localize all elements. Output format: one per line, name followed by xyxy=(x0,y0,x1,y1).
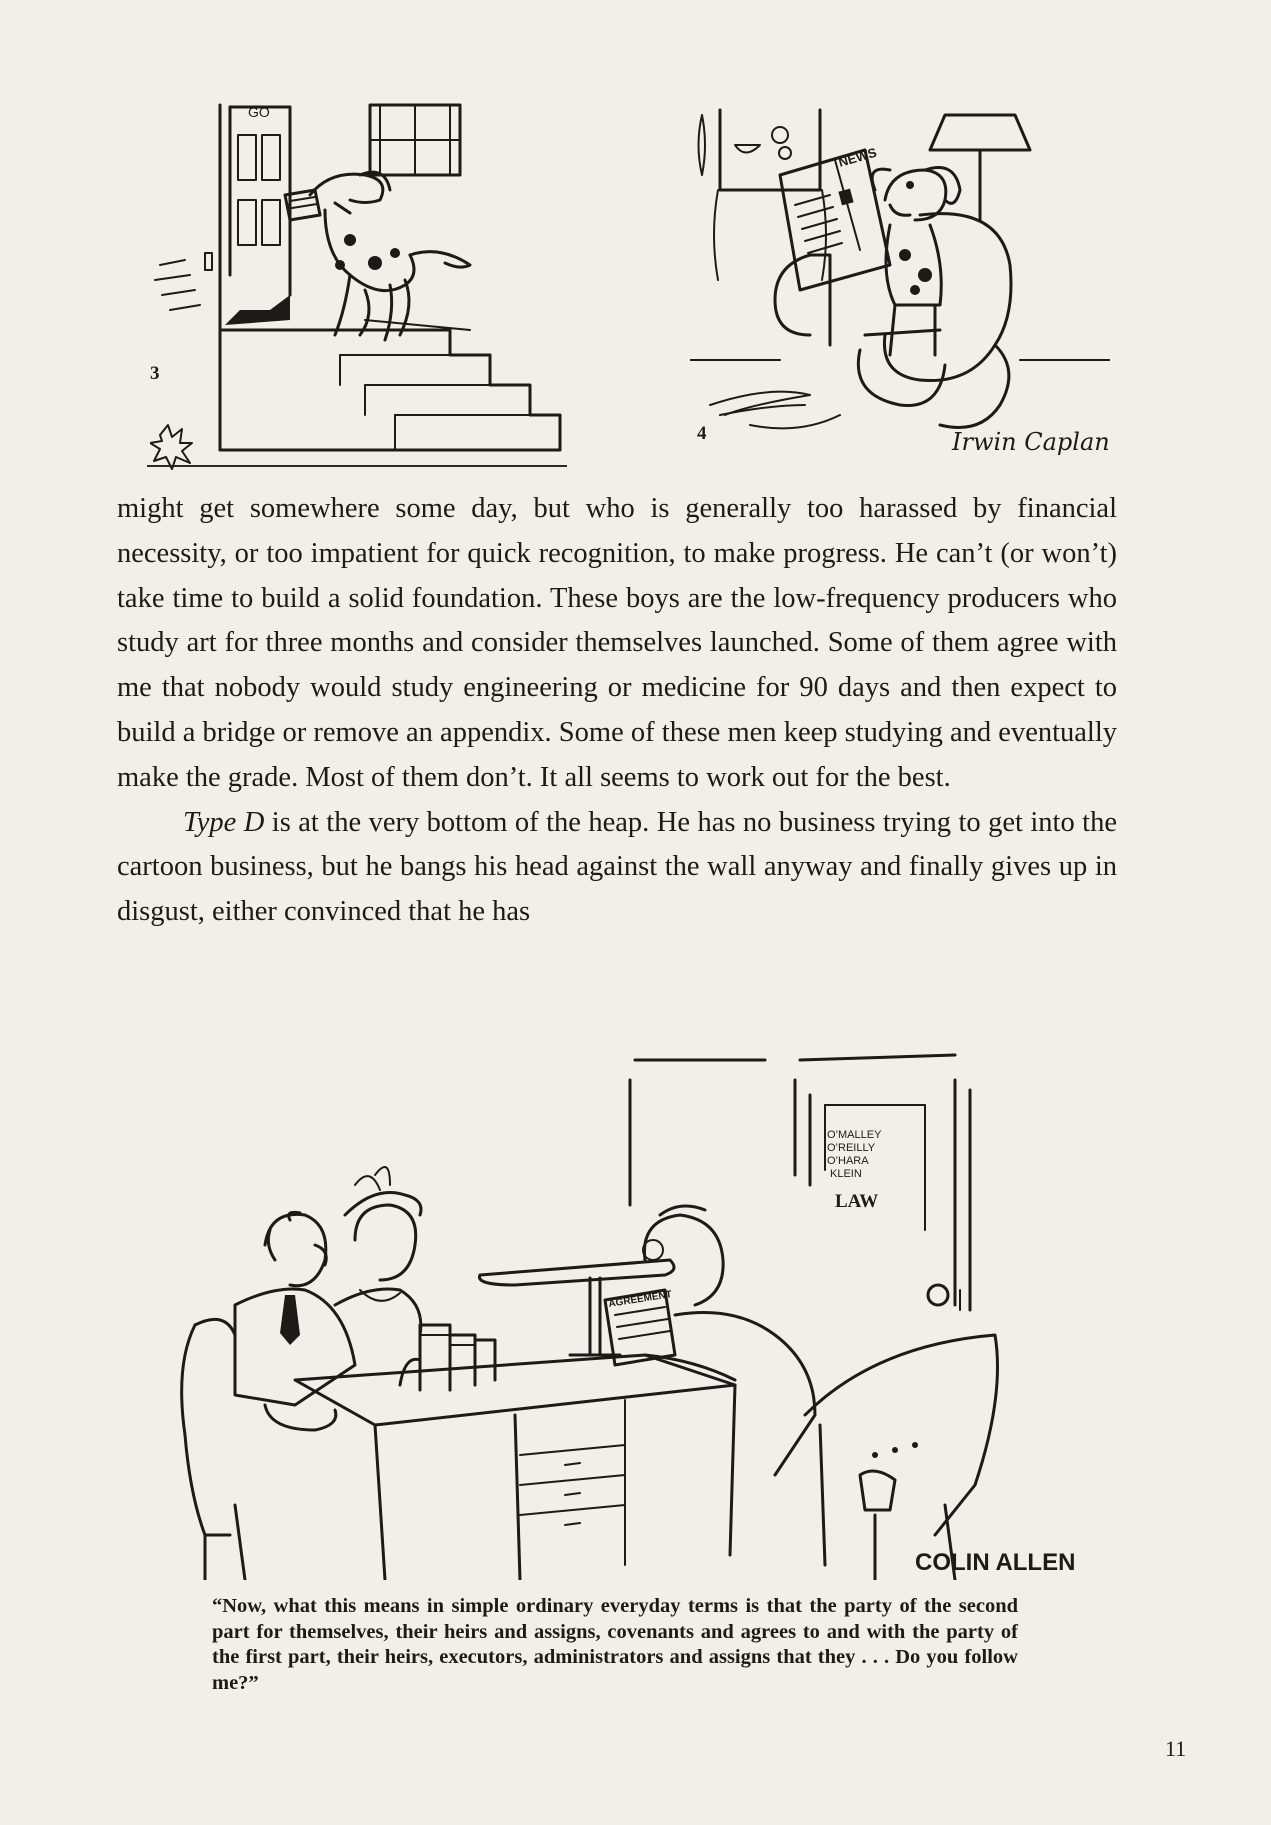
panel-number-3: 3 xyxy=(150,363,160,384)
dog-reading-news-illustration xyxy=(690,105,1110,460)
body-text xyxy=(117,487,1117,935)
panel-number-4: 4 xyxy=(697,423,707,444)
panel-4-signature: Irwin Caplan xyxy=(952,428,1110,456)
paragraph-2-text: is at the very bottom of the heap. He has no business trying to get into the cartoon business, but he bangs his head against the wall anyway and finally gives up in disgust, either convinced that he has xyxy=(117,806,1117,928)
dog-on-steps-illustration xyxy=(150,95,570,470)
door-name-1: O’MALLEY xyxy=(827,1129,882,1141)
cartoon-panel-3 xyxy=(150,95,570,470)
cartoon-panel-4 xyxy=(690,105,1110,460)
paragraph-2 xyxy=(117,801,1117,935)
paragraph-2-lead: Type D xyxy=(183,806,265,838)
agreement-label: AGREEMENT xyxy=(607,1289,673,1310)
panel-3-underline xyxy=(147,465,567,467)
page-number: 11 xyxy=(1165,1736,1187,1761)
cartoon-caption: “Now, what this means in simple ordinary everyday terms is that the party of the second part for themselves, their heirs and assigns, covenants and agrees to and with the party of the first part, their heirs, executors, administrators and assigns that they . . . Do you follow me?” xyxy=(212,1595,1018,1694)
newspaper-masthead: NEWS xyxy=(836,144,879,170)
door-name-3: O’HARA xyxy=(827,1155,869,1167)
lawyer-cartoon xyxy=(175,1035,1095,1580)
lawyer-reading-agreement-illustration xyxy=(175,1035,1095,1580)
door-name-2: O’REILLY xyxy=(827,1142,876,1154)
cartoon-signature: COLIN ALLEN xyxy=(915,1549,1076,1576)
door-law-sign: LAW xyxy=(835,1191,879,1212)
door-name-4: KLEIN xyxy=(830,1168,862,1180)
paragraph-1: might get somewhere some day, but who is generally too harassed by financial necessity, or too impatient for quick recognition, to make progress. He can’t (or won’t) take time to build a solid foundation. These boys are the low-frequency producers who study art for three months and consider themselves launched. Some of them agree with me that nobody would study engineering or medicine for 90 days and then expect to build a bridge or remove an appendix. Some of these men keep studying and eventually make the grade. Most of them don’t. It all seems to work out for the best. xyxy=(117,493,1117,793)
svg-text:GO: GO xyxy=(248,104,270,120)
